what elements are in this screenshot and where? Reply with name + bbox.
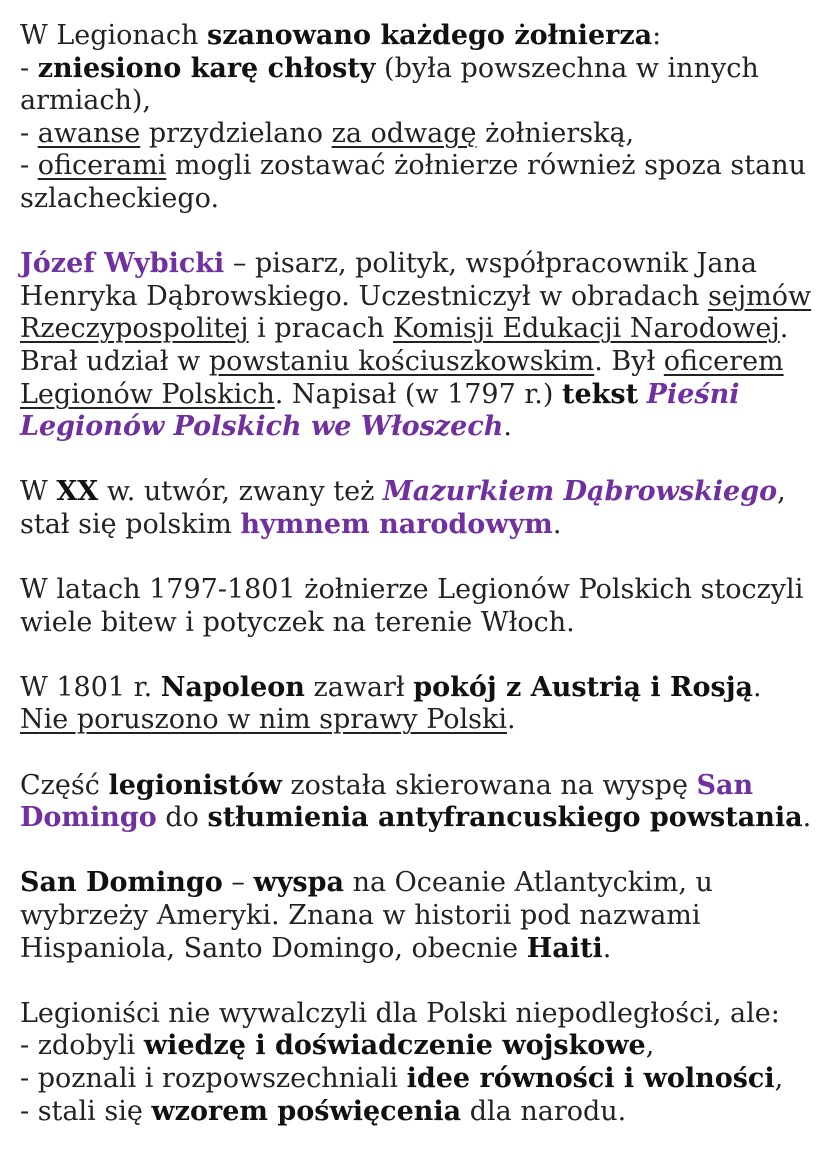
text-run: żołnierską, (476, 117, 635, 149)
list-item (20, 53, 808, 86)
text-line (20, 933, 808, 966)
text-run: - zdobyli (20, 1030, 144, 1062)
highlighted-place: San (696, 769, 754, 801)
paragraph-legionnaires-legacy (20, 998, 808, 1128)
text-run: w. utwór, zwany też (98, 476, 383, 508)
text-line (20, 672, 808, 705)
paragraph-san-domingo-island (20, 867, 808, 965)
text-line (20, 346, 808, 379)
text-run: wybrzeży Ameryki. Znana w historii pod nazwami (20, 900, 701, 932)
list-item (20, 150, 808, 183)
text-run: Hispaniola, Santo Domingo, obecnie (20, 932, 527, 964)
text-run: do (156, 802, 208, 834)
underlined-text: Komisji Edukacji Narodowej (392, 313, 780, 345)
text-run: stał się polskim (20, 508, 241, 540)
text-run: – (222, 867, 254, 899)
text-line (20, 607, 808, 640)
bold-text: pokój z Austrią i Rosją (413, 671, 753, 703)
bullet-dash: - (20, 52, 38, 84)
text-line (20, 867, 808, 900)
text-run: mogli zostawać żołnierze również spoza stanu (166, 150, 806, 182)
highlighted-title: Pieśni (646, 378, 740, 410)
text-line (20, 85, 808, 118)
text-run: , (777, 476, 786, 508)
text-line (20, 802, 812, 835)
bold-text: idee równości i wolności (406, 1063, 775, 1094)
text-line (20, 476, 808, 509)
text-run: Brał udział w (20, 345, 209, 377)
highlighted-title: Mazurkiem Dąbrowskiego (382, 476, 778, 508)
text-run: . (552, 508, 562, 540)
bullet-dash: - (20, 117, 38, 149)
bold-text: XX (56, 476, 99, 508)
bold-text: stłumienia antyfrancuskiego powstania (207, 802, 803, 834)
paragraph-san-domingo-mission (20, 769, 812, 835)
paragraph-battles (20, 574, 808, 639)
paragraph-soldier-respect (20, 20, 808, 216)
text-run: W 1801 r. (20, 671, 161, 703)
text-run (638, 379, 647, 410)
underlined-text: Rzeczypospolitej (20, 313, 249, 345)
text-run: . (503, 411, 512, 443)
list-item (20, 1096, 808, 1129)
text-run: została skierowana na wyspę (281, 769, 697, 801)
bold-text: tekst (562, 378, 639, 410)
text-run: armiach), (20, 85, 151, 117)
text-run: . (602, 932, 612, 964)
underlined-text: awanse (37, 117, 141, 149)
list-item (20, 1030, 808, 1063)
text-line (20, 704, 808, 737)
text-run: W (20, 476, 57, 508)
text-run: , (774, 1063, 784, 1094)
text-run: . (779, 313, 789, 345)
bold-text: wyspa (253, 867, 344, 899)
bold-text: legionistów (108, 769, 282, 801)
text-run: . Był (594, 345, 664, 377)
highlighted-place: Domingo (20, 802, 157, 834)
text-line (20, 998, 808, 1031)
bold-text: zniesiono karę chłosty (37, 52, 376, 84)
underlined-text: oficerami (37, 150, 167, 182)
bold-text: wzorem poświęcenia (151, 1095, 462, 1127)
text-run: zawarł (304, 671, 414, 703)
text-run: - poznali i rozpowszechniali (20, 1063, 407, 1094)
text-run: . Napisał (w 1797 r.) (274, 378, 563, 410)
text-line (20, 20, 808, 53)
text-line (20, 574, 808, 607)
text-run: przydzielano (140, 117, 332, 149)
text-line (20, 183, 808, 216)
text-run: , (645, 1030, 655, 1062)
highlighted-title: Legionów Polskich we Włoszech (20, 411, 504, 443)
paragraph-napoleon-peace (20, 672, 808, 737)
text-line (20, 411, 808, 444)
text-line (20, 770, 808, 803)
underlined-text: powstaniu kościuszkowskim (208, 345, 595, 377)
text-line (20, 509, 808, 542)
paragraph-national-anthem (20, 476, 808, 541)
text-run: wiele bitew i potyczek na terenie Włoch. (20, 606, 575, 638)
list-item (20, 118, 808, 151)
text-line (20, 313, 808, 346)
bold-text: szanowano każdego żołnierza (207, 20, 653, 51)
text-run: . (507, 704, 516, 736)
text-run: na Oceanie Atlantyckim, u (343, 867, 713, 899)
underlined-text: oficerem (663, 345, 784, 377)
text-run: Henryka Dąbrowskiego. Uczestniczył w obradach (20, 280, 708, 312)
text-run: dla narodu. (461, 1095, 627, 1127)
text-line (20, 379, 808, 412)
bold-text: wiedzę i doświadczenie wojskowe (143, 1030, 646, 1062)
text-run: W latach 1797-1801 żołnierze Legionów Polskich stoczyli (20, 574, 804, 606)
text-line (20, 280, 812, 314)
text-line (20, 248, 808, 281)
text-run: Część (20, 769, 109, 801)
text-line (20, 900, 808, 933)
bold-text: Haiti (526, 932, 603, 964)
text-run: - stali się (20, 1095, 152, 1127)
bold-text: San Domingo (20, 867, 223, 899)
paragraph-jozef-wybicki (20, 248, 812, 444)
text-run: Legioniści nie wywalczyli dla Polski niepodległości, ale: (20, 997, 780, 1029)
text-run: i pracach (248, 313, 393, 345)
underlined-text: sejmów (707, 280, 812, 312)
highlighted-term: hymnem narodowym (240, 508, 553, 540)
underlined-text: za odwagę (331, 117, 477, 149)
text-run: . (752, 671, 762, 703)
underlined-text: Nie poruszono w nim sprawy Polski (20, 704, 508, 736)
text-run: – pisarz, polityk, współpracownik Jana (224, 248, 757, 280)
list-item (20, 1063, 808, 1096)
text-run: szlacheckiego. (20, 182, 220, 214)
highlighted-name: Józef Wybicki (20, 248, 225, 280)
text-run: W Legionach (20, 20, 207, 51)
text-run: . (802, 802, 812, 834)
bold-text: Napoleon (160, 671, 305, 703)
bullet-dash: - (20, 150, 38, 182)
text-run: (była powszechna w innych (375, 52, 759, 84)
underlined-text: Legionów Polskich (20, 378, 275, 410)
text-run: : (652, 20, 662, 51)
